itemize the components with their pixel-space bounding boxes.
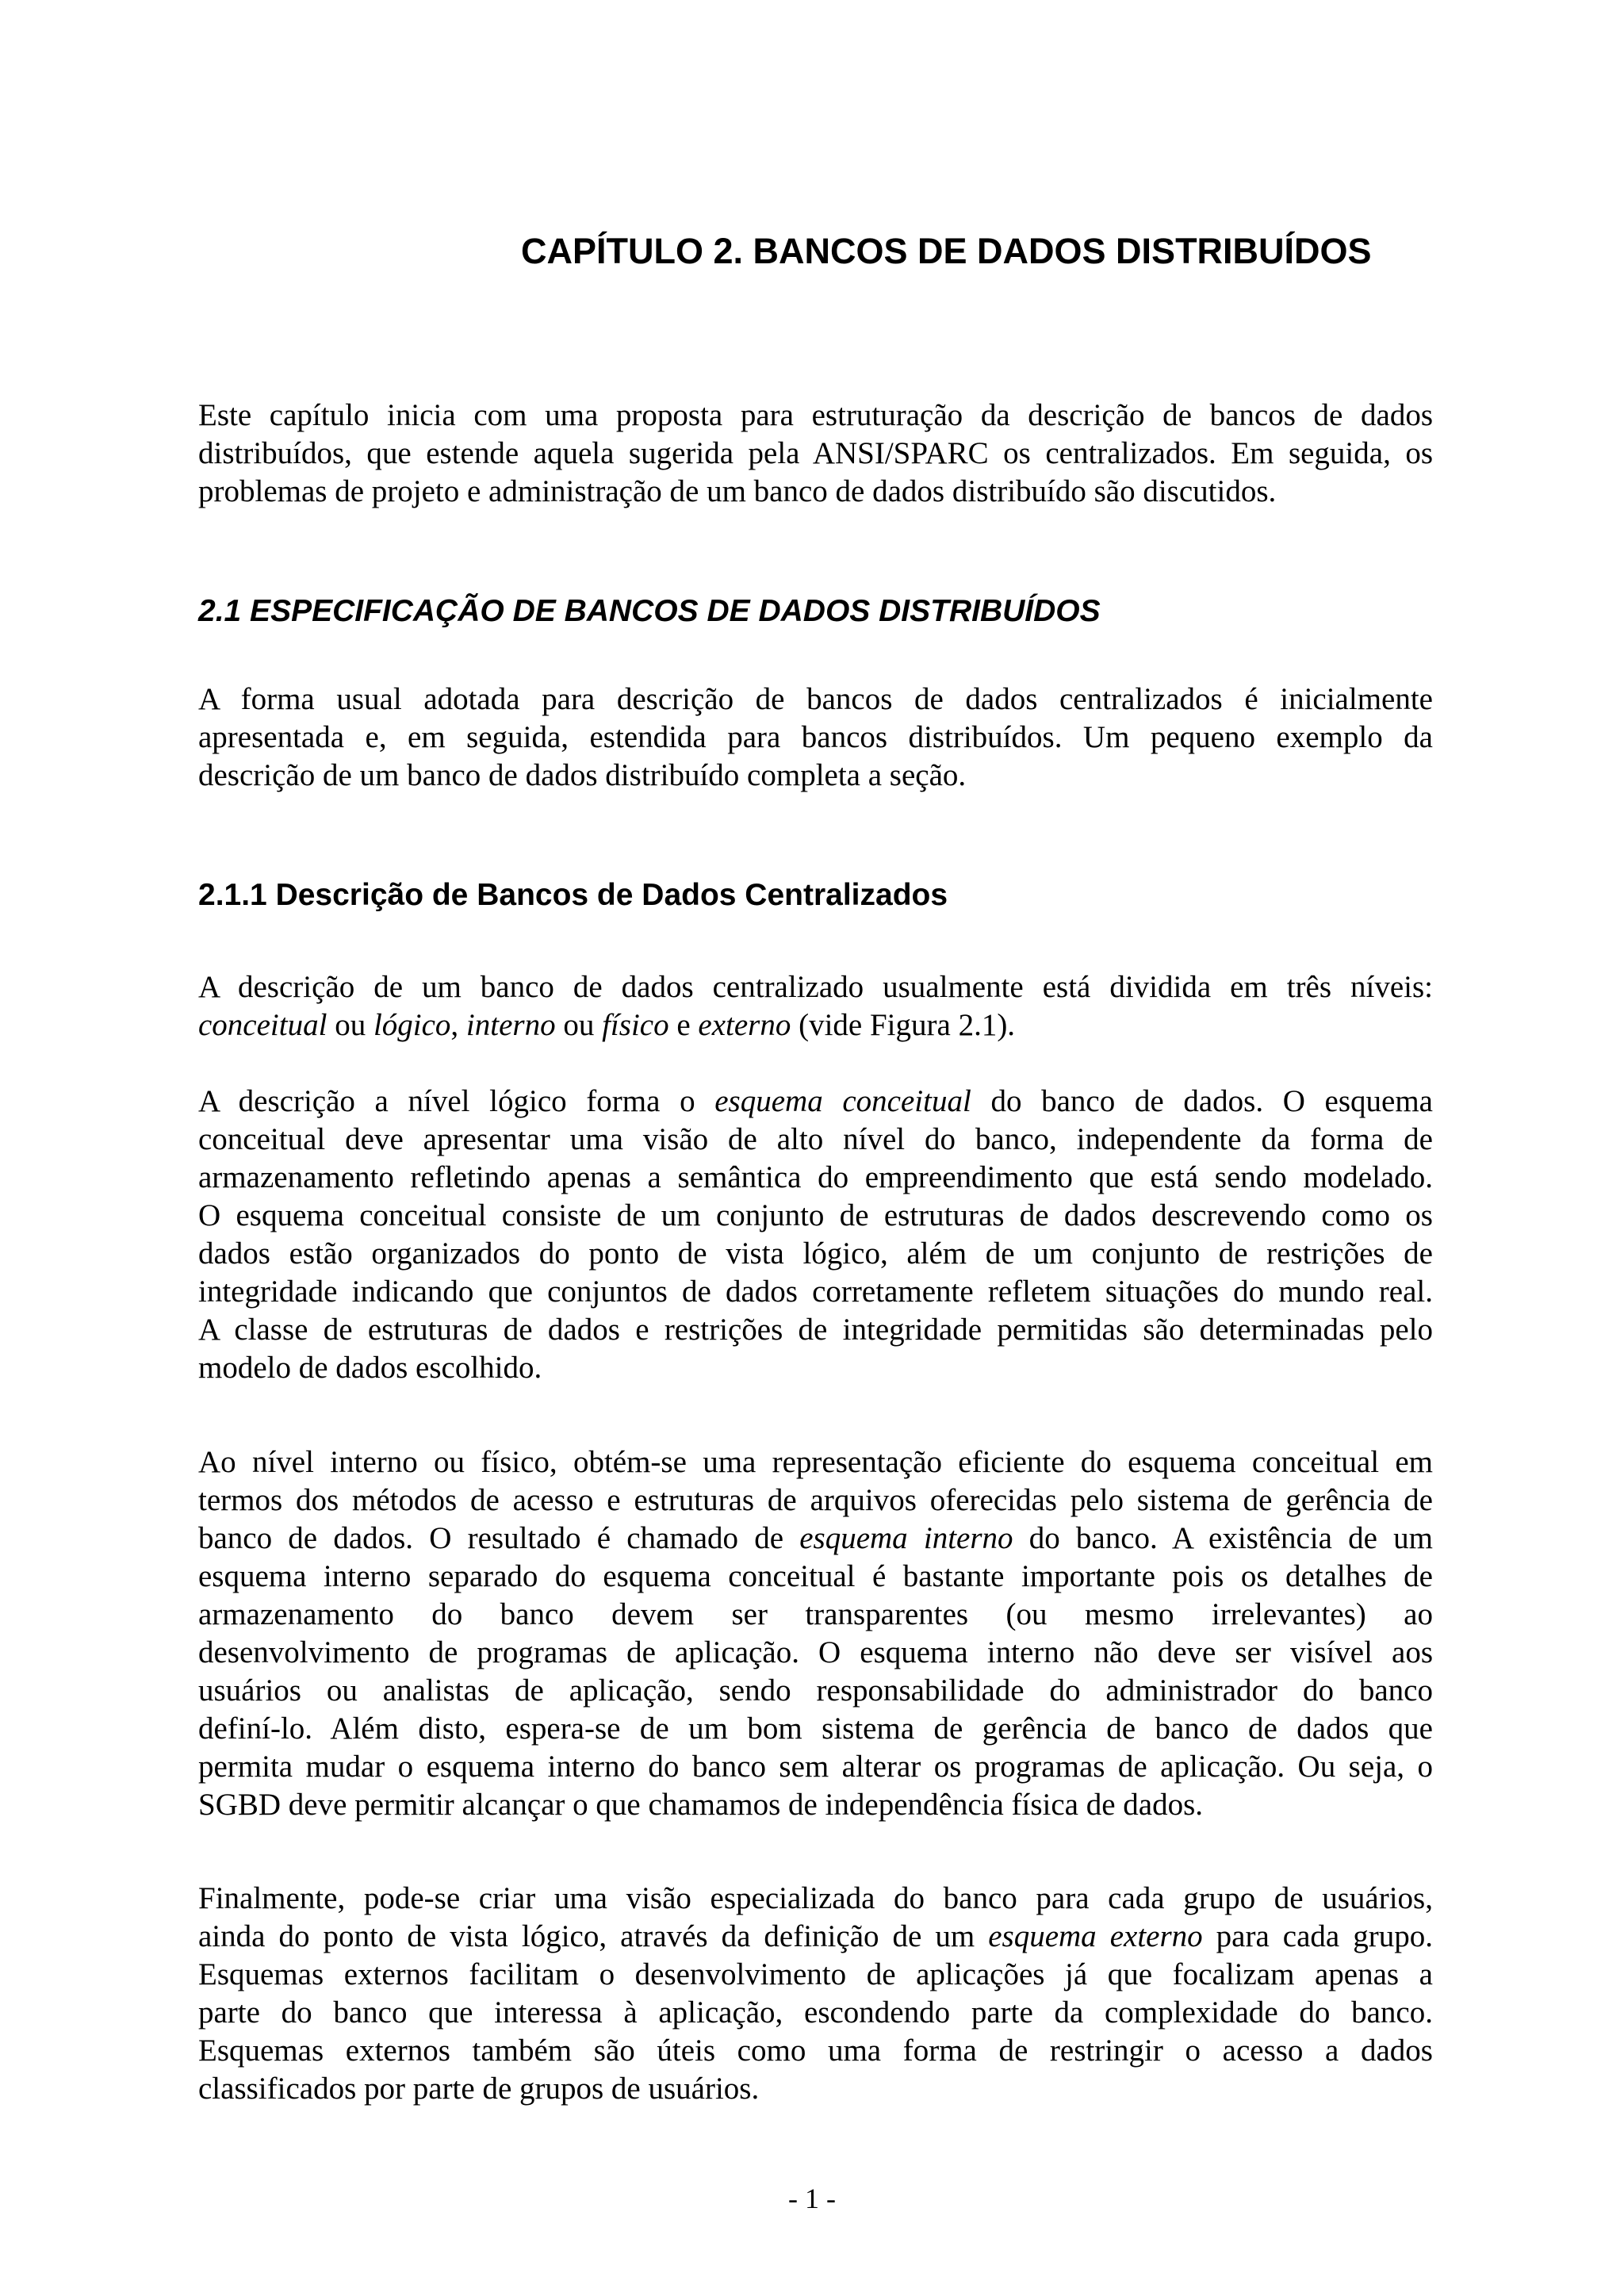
text-run: banco de dados. O resultado é chamado de (198, 1521, 800, 1555)
paragraph-internal (198, 1443, 1433, 1824)
text-line: A classe de estruturas de dados e restrições de integridade permitidas são determinadas pelo (198, 1313, 1433, 1347)
text-run: para cada grupo. (1202, 1919, 1434, 1953)
text-line: permita mudar o esquema interno do banco sem alterar os programas de aplicação. Ou seja, o (198, 1750, 1433, 1784)
text-line: dados estão organizados do ponto de vista lógico, além de um conjunto de restrições de (198, 1236, 1433, 1271)
text-run: do banco. A existência de um (1013, 1521, 1433, 1555)
emphasis-text: conceitual (198, 1008, 327, 1042)
text-line: definí-lo. Além disto, espera-se de um bom sistema de gerência de banco de dados que (198, 1711, 1433, 1746)
text-line: termos dos métodos de acesso e estruturas de arquivos oferecidas pelo sistema de gerência de (198, 1483, 1433, 1517)
chapter-title: CAPÍTULO 2. BANCOS DE DADOS DISTRIBUÍDOS (521, 231, 1372, 271)
text-line: A forma usual adotada para descrição de bancos de dados centralizados é inicialmente (198, 682, 1433, 716)
text-line: Finalmente, pode-se criar uma visão especializada do banco para cada grupo de usuários, (198, 1881, 1433, 1915)
text-line: SGBD deve permitir alcançar o que chamamos de independência física de dados. (198, 1788, 1204, 1822)
text-line: descrição de um banco de dados distribuído completa a seção. (198, 758, 967, 792)
paragraph-conceptual (198, 1083, 1433, 1387)
text-line: parte do banco que interessa à aplicação, escondendo parte da complexidade do banco. (198, 1995, 1433, 2030)
text-run: do banco de dados. O esquema (971, 1084, 1433, 1118)
emphasis-text: esquema externo (988, 1919, 1203, 1953)
text-line (198, 1918, 1433, 1956)
emphasis-text: físico (602, 1008, 669, 1042)
text-run: ou (327, 1008, 373, 1042)
text-line (198, 1083, 1433, 1121)
text-line: A descrição de um banco de dados centralizado usualmente está dividida em três níveis: (198, 970, 1433, 1004)
text-line: Este capítulo inicia com uma proposta para estruturação da descrição de bancos de dados (198, 398, 1433, 432)
text-run: ou (555, 1008, 603, 1042)
text-line: modelo de dados escolhido. (198, 1351, 542, 1385)
text-run: (vide Figura 2.1). (791, 1008, 1016, 1042)
text-run: A descrição a nível lógico forma o (198, 1084, 715, 1118)
text-line: classificados por parte de grupos de usuários. (198, 2072, 760, 2106)
text-run: , (450, 1008, 466, 1042)
emphasis-text: interno (465, 1008, 556, 1042)
text-line: armazenamento do banco devem ser transparentes (ou mesmo irrelevantes) ao (198, 1597, 1433, 1631)
section-paragraph (198, 680, 1433, 795)
text-line (198, 1006, 1433, 1045)
text-line: conceitual deve apresentar uma visão de alto nível do banco, independente da forma de (198, 1122, 1433, 1156)
text-run: ainda do ponto de vista lógico, através da definição de um (198, 1919, 989, 1953)
paragraph-external (198, 1880, 1433, 2108)
section-title: 2.1 ESPECIFICAÇÃO DE BANCOS DE DADOS DISTRIBUÍDOS (198, 594, 1101, 628)
text-line: Ao nível interno ou físico, obtém-se uma representação eficiente do esquema conceitual em (198, 1445, 1433, 1479)
text-line: integridade indicando que conjuntos de dados corretamente refletem situações do mundo real. (198, 1274, 1433, 1309)
text-line: O esquema conceitual consiste de um conjunto de estruturas de dados descrevendo como os (198, 1198, 1433, 1232)
subsection-title: 2.1.1 Descrição de Bancos de Dados Centralizados (198, 878, 948, 912)
page-number: - 1 - (788, 2183, 836, 2214)
text-line (198, 1520, 1433, 1558)
emphasis-text: esquema conceitual (714, 1084, 971, 1118)
text-run: e (668, 1008, 699, 1042)
emphasis-text: esquema interno (799, 1521, 1013, 1555)
paragraph-levels (198, 968, 1433, 1045)
intro-paragraph (198, 397, 1433, 511)
text-line: apresentada e, em seguida, estendida para bancos distribuídos. Um pequeno exemplo da (198, 720, 1433, 754)
text-line: distribuídos, que estende aquela sugerida pela ANSI/SPARC os centralizados. Em seguida, os (198, 436, 1433, 470)
text-line: esquema interno separado do esquema conceitual é bastante importante pois os detalhes de (198, 1559, 1433, 1593)
text-line: desenvolvimento de programas de aplicação. O esquema interno não deve ser visível aos (198, 1635, 1433, 1669)
text-line: Esquemas externos facilitam o desenvolvimento de aplicações já que focalizam apenas a (198, 1957, 1433, 1991)
text-line: problemas de projeto e administração de um banco de dados distribuído são discutidos. (198, 474, 1277, 508)
emphasis-text: lógico (373, 1008, 451, 1042)
text-line: armazenamento refletindo apenas a semântica do empreendimento que está sendo modelado. (198, 1160, 1433, 1194)
text-line: usuários ou analistas de aplicação, sendo responsabilidade do administrador do banco (198, 1673, 1433, 1708)
emphasis-text: externo (698, 1008, 791, 1042)
text-line: Esquemas externos também são úteis como uma forma de restringir o acesso a dados (198, 2033, 1433, 2068)
